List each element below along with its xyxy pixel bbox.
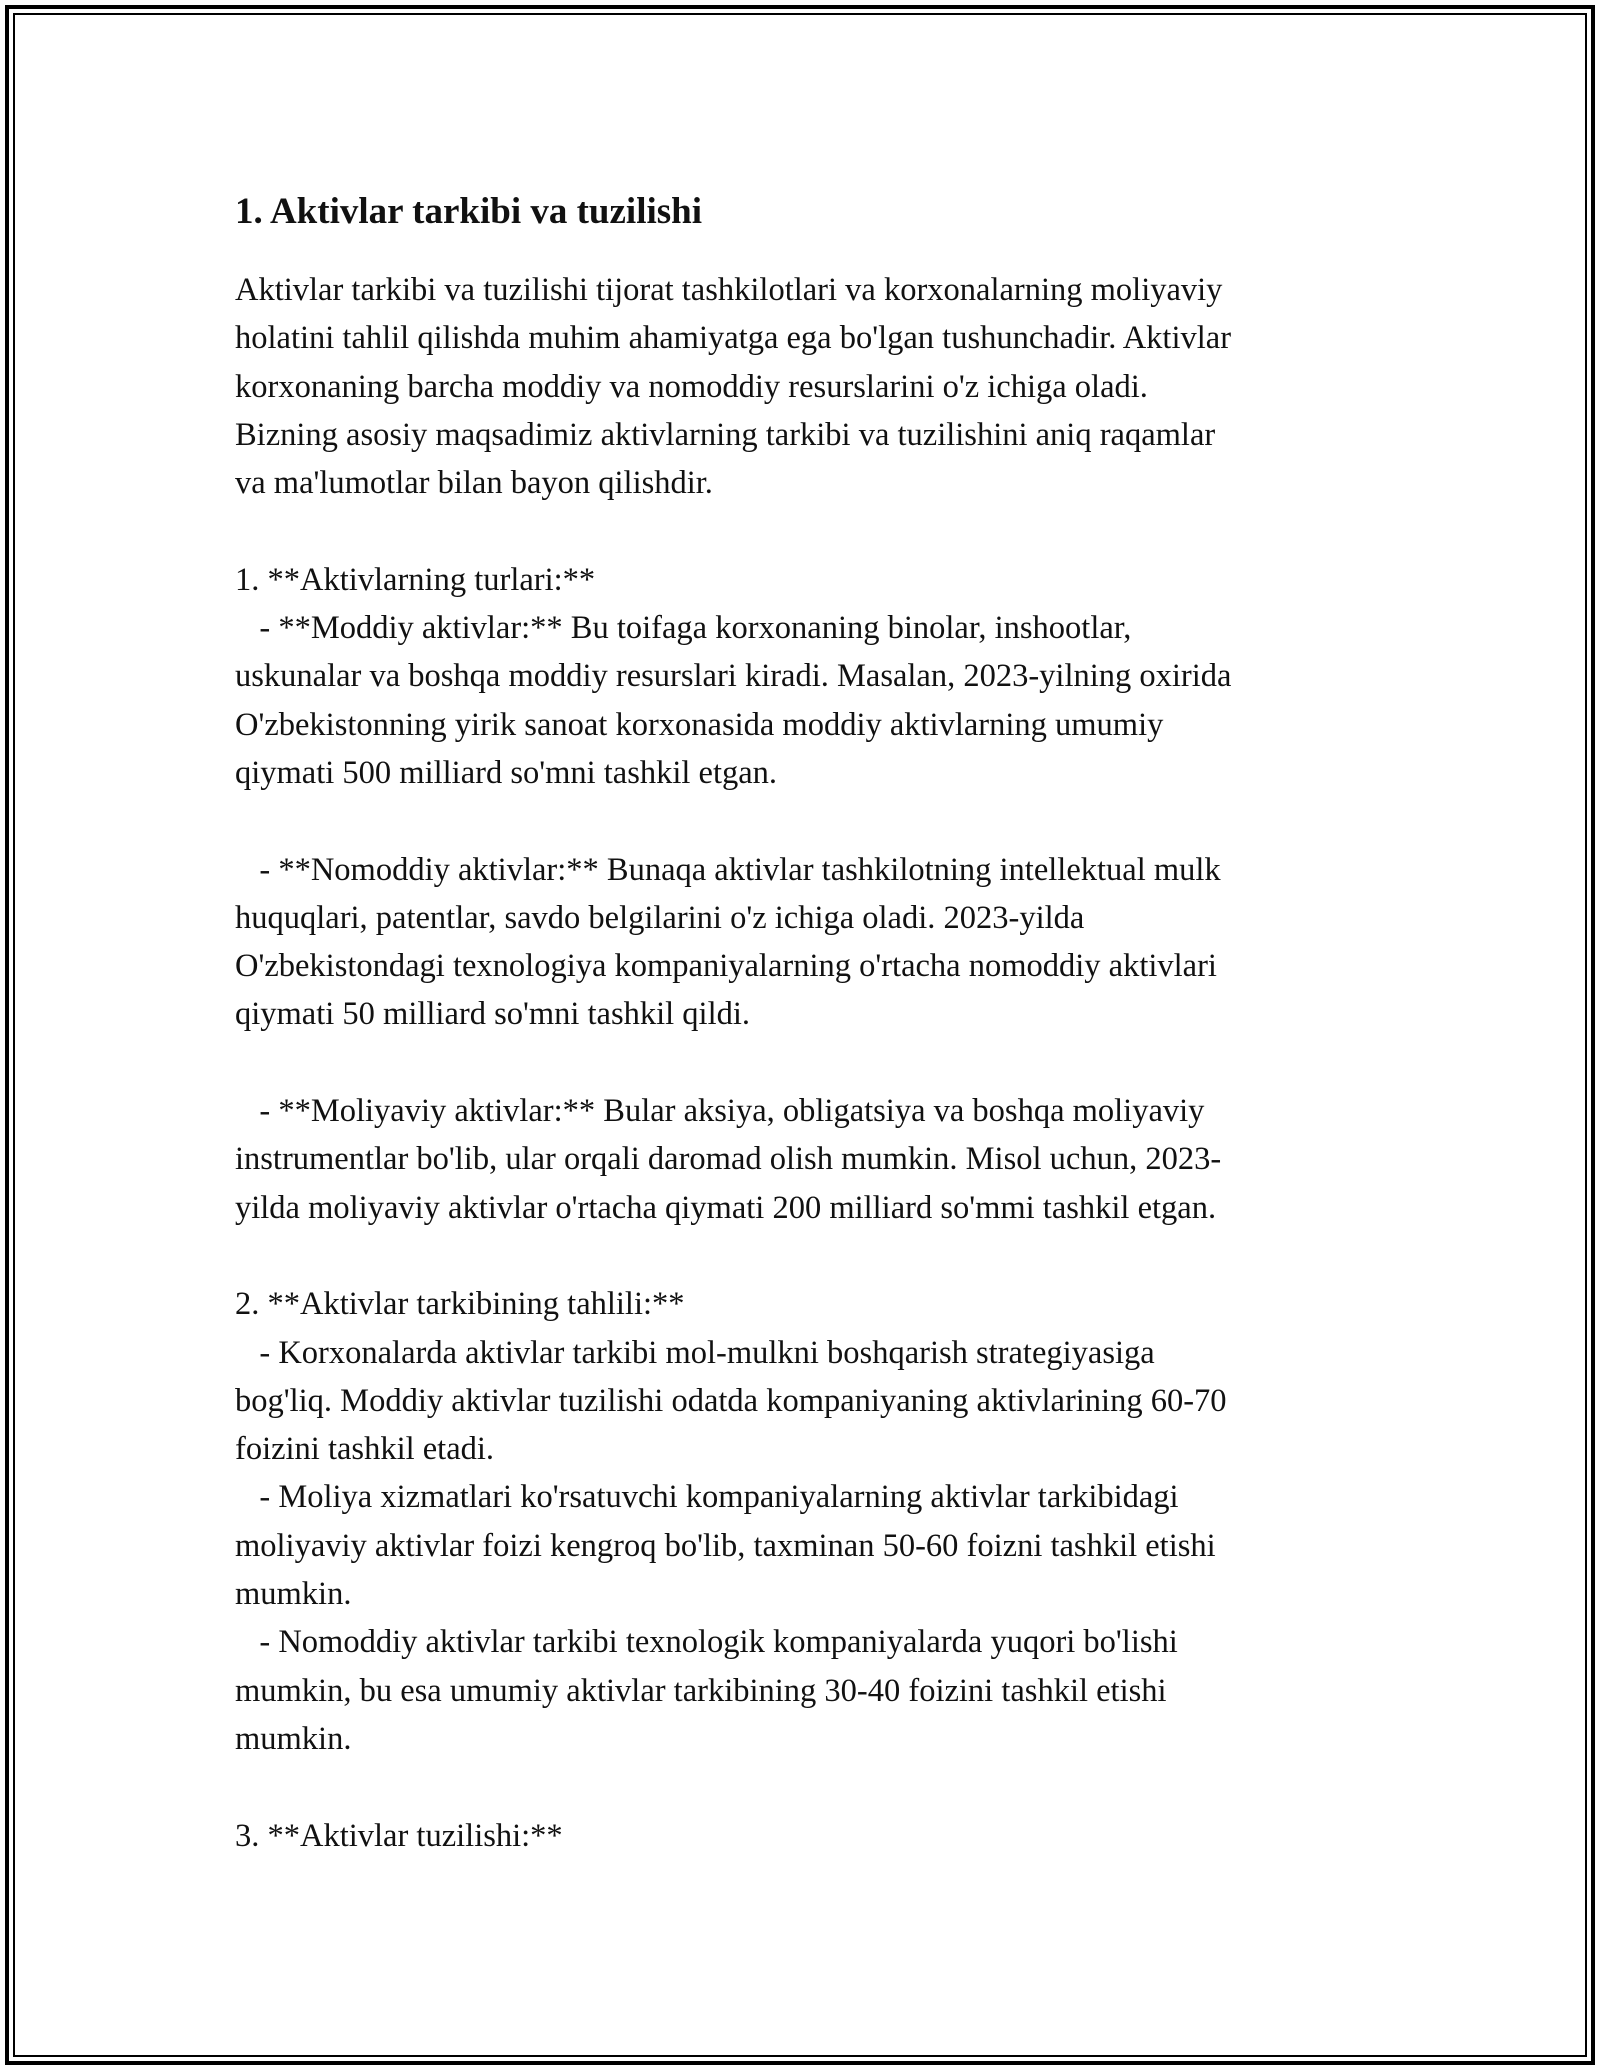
text-line: mumkin. [235, 1720, 352, 1757]
text-line: O'zbekistonning yirik sanoat korxonasida moddiy aktivlarning umumiy [235, 706, 1164, 743]
text-line: Aktivlar tarkibi va tuzilishi tijorat tashkilotlari va korxonalarning moliyaviy [235, 272, 1223, 308]
section-heading: 3. **Aktivlar tuzilishi:** [235, 1817, 563, 1854]
blank-line [235, 507, 1375, 555]
text-line: - Korxonalarda aktivlar tarkibi mol-mulkni boshqarish strategiyasiga [235, 1334, 1155, 1371]
text-line: korxonaning barcha moddiy va nomoddiy resurslarini o'z ichiga oladi. [235, 368, 1148, 405]
document-title: 1. Aktivlar tarkibi va tuzilishi [235, 191, 703, 232]
blank-line [235, 797, 1375, 845]
text-line: - Moliya xizmatlari ko'rsatuvchi kompaniyalarning aktivlar tarkibidagi [235, 1479, 1179, 1516]
blank-line [235, 1232, 1375, 1280]
text-line: uskunalar va boshqa moddiy resurslari kiradi. Masalan, 2023-yilning oxirida [235, 658, 1232, 695]
text-line: foizini tashkil etadi. [235, 1431, 495, 1468]
text-line: O'zbekistondagi texnologiya kompaniyalarning o'rtacha nomoddiy aktivlari [235, 948, 1217, 985]
text-line: qiymati 50 milliard so'mni tashkil qildi. [235, 996, 751, 1033]
document-page [235, 186, 1375, 1860]
text-line: qiymati 500 milliard so'mni tashkil etgan. [235, 754, 778, 791]
section-heading: 1. **Aktivlarning turlari:** [235, 561, 596, 598]
blank-line [235, 1039, 1375, 1087]
text-line: - Nomoddiy aktivlar tarkibi texnologik kompaniyalarda yuqori bo'lishi [235, 1624, 1178, 1661]
text-line: - **Nomoddiy aktivlar:** Bunaqa aktivlar tashkilotning intellektual mulk [235, 851, 1221, 888]
text-line: huquqlari, patentlar, savdo belgilarini o'z ichiga oladi. 2023-yilda [235, 899, 1085, 936]
text-line: instrumentlar bo'lib, ular orqali daromad olish mumkin. Misol uchun, 2023- [235, 1141, 1222, 1178]
text-line: mumkin, bu esa umumiy aktivlar tarkibining 30-40 foizini tashkil etishi [235, 1672, 1167, 1709]
text-line: - **Moddiy aktivlar:** Bu toifaga korxonaning binolar, inshootlar, [235, 610, 1132, 647]
text-line: moliyaviy aktivlar foizi kengroq bo'lib, taxminan 50-60 foizni tashkil etishi [235, 1527, 1216, 1564]
text-line: Bizning asosiy maqsadimiz aktivlarning tarkibi va tuzilishini aniq raqamlar [235, 416, 1216, 453]
text-line: holatini tahlil qilishda muhim ahamiyatga ega bo'lgan tushunchadir. Aktivlar [235, 320, 1232, 357]
document-body [235, 266, 1375, 1860]
blank-line [235, 1763, 1375, 1811]
text-line: va ma'lumotlar bilan bayon qilishdir. [235, 465, 713, 502]
text-line: yilda moliyaviy aktivlar o'rtacha qiymati 200 milliard so'mmi tashkil etgan. [235, 1189, 1217, 1226]
text-line: mumkin. [235, 1576, 352, 1613]
text-line: bog'liq. Moddiy aktivlar tuzilishi odatda kompaniyaning aktivlarining 60-70 [235, 1382, 1227, 1419]
text-line: - **Moliyaviy aktivlar:** Bular aksiya, obligatsiya va boshqa moliyaviy [235, 1093, 1205, 1130]
section-heading: 2. **Aktivlar tarkibining tahlili:** [235, 1286, 685, 1323]
